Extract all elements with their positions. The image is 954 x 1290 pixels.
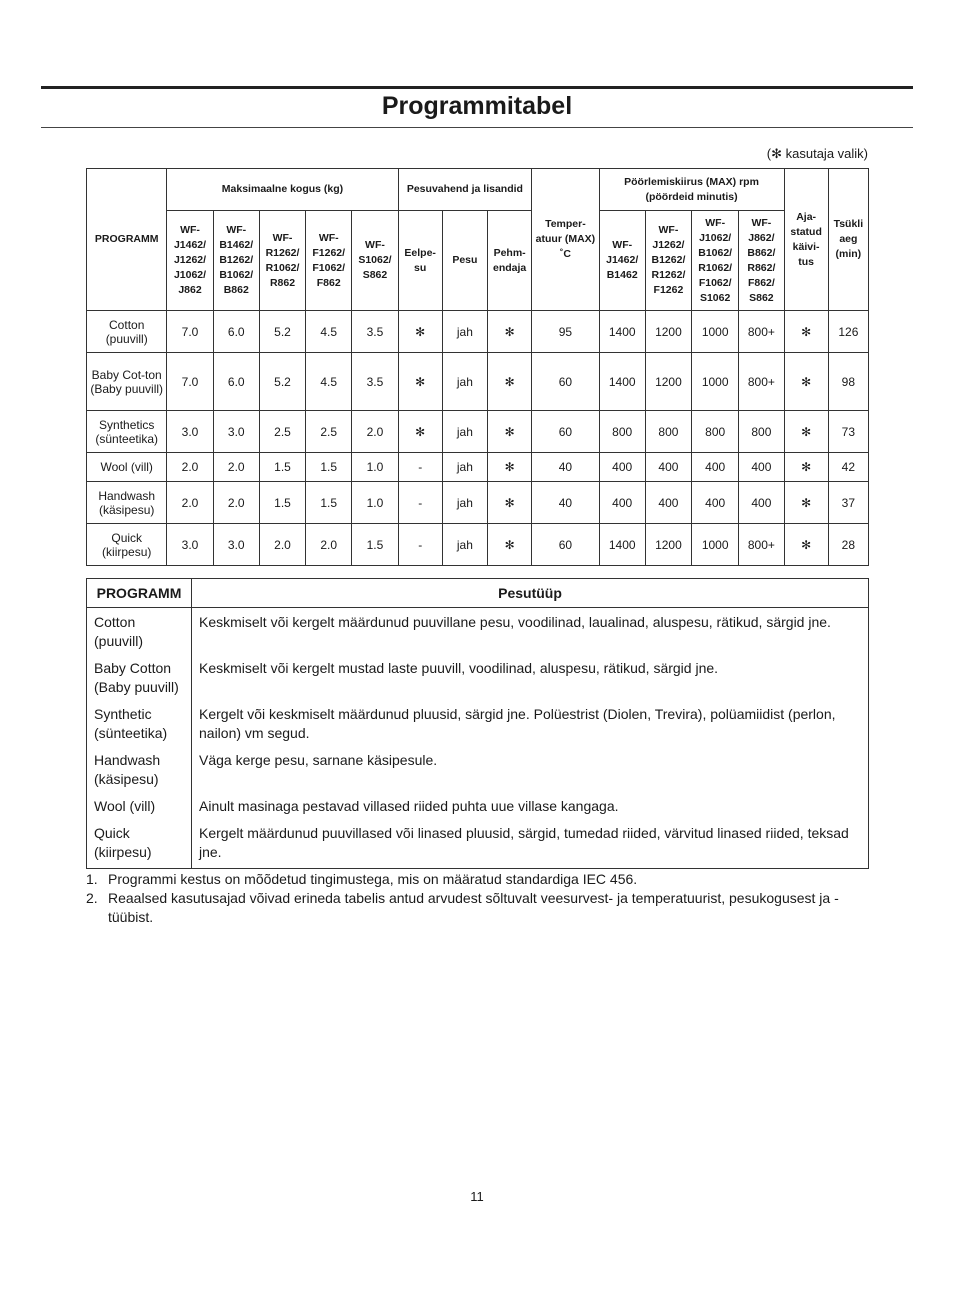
value-cell: 800: [739, 411, 784, 453]
program-name-cell: Wool (vill): [87, 453, 167, 482]
table-row: [87, 657, 869, 703]
value-cell: 1000: [692, 524, 739, 566]
table-row: [87, 353, 869, 411]
value-cell: ✻: [784, 353, 828, 411]
header-load-model: WF-F1262/ F1062/ F862: [306, 211, 352, 311]
value-cell: 37: [828, 482, 868, 524]
value-cell: -: [398, 482, 442, 524]
table-row: [87, 524, 869, 566]
value-cell: ✻: [398, 311, 442, 353]
program-name-cell: Baby Cot-ton (Baby puuvill): [87, 353, 167, 411]
value-cell: jah: [442, 453, 487, 482]
wash-type-table: [86, 578, 869, 869]
value-cell: 1.5: [259, 482, 305, 524]
value-cell: 1.5: [259, 453, 305, 482]
page-title: Programmitabel: [381, 92, 573, 120]
header-spin-model: WF-J1262/ B1262/ R1262/ F1262: [645, 211, 691, 311]
header-spin-model: WF-J1462/ B1462: [599, 211, 645, 311]
value-cell: 98: [828, 353, 868, 411]
program-name-cell: Handwash (käsipesu): [87, 482, 167, 524]
value-cell: ✻: [398, 353, 442, 411]
value-cell: 40: [532, 453, 599, 482]
wash-description-cell: Keskmiselt või kergelt määrdunud puuvillane pesu, voodilinad, laualinad, aluspesu, rätikud, särgid jne.: [192, 608, 869, 658]
value-cell: ✻: [488, 482, 532, 524]
value-cell: 800: [692, 411, 739, 453]
value-cell: ✻: [784, 524, 828, 566]
wash-description-cell: Kergelt või keskmiselt määrdunud pluusid, särgid jne. Polüestrist (Diolen, Trevira), polüamiidist (perlon, nailon) vm segud.: [192, 703, 869, 749]
wash-description-cell: Keskmiselt või kergelt mustad laste puuvill, voodilinad, aluspesu, rätikud, särgid jne.: [192, 657, 869, 703]
program-name-cell: Quick (kiirpesu): [87, 524, 167, 566]
footnotes: [86, 870, 876, 927]
program-name-cell: Handwash (käsipesu): [87, 749, 192, 795]
value-cell: 400: [739, 453, 784, 482]
value-cell: 1200: [645, 311, 691, 353]
header-detergent: Pesuvahend ja lisandid: [398, 169, 532, 211]
value-cell: ✻: [488, 353, 532, 411]
table-row: [87, 822, 869, 869]
table-row: [87, 795, 869, 822]
table-row: [87, 749, 869, 795]
value-cell: ✻: [784, 453, 828, 482]
value-cell: 1.0: [352, 453, 398, 482]
value-cell: 1.0: [352, 482, 398, 524]
program-name-cell: Synthetic (sünteetika): [87, 703, 192, 749]
value-cell: ✻: [784, 411, 828, 453]
header-load-model: WF-J1462/ J1262/ J1062/ J862: [167, 211, 213, 311]
value-cell: 800: [645, 411, 691, 453]
value-cell: 7.0: [167, 353, 213, 411]
value-cell: ✻: [488, 453, 532, 482]
header-spin-model: WF-J1062/ B1062/ R1062/ F1062/ S1062: [692, 211, 739, 311]
value-cell: 800: [599, 411, 645, 453]
value-cell: 2.0: [259, 524, 305, 566]
value-cell: 400: [645, 482, 691, 524]
value-cell: 1200: [645, 353, 691, 411]
footnote-text: Reaalsed kasutusajad võivad erineda tabelis antud arvudest sõltuvalt veesurvest- ja temperatuurist, pesukogusest ja -tüübist.: [108, 890, 839, 925]
wash-description-cell: Väga kerge pesu, sarnane käsipesule.: [192, 749, 869, 795]
value-cell: 800+: [739, 524, 784, 566]
header-load-model: WF-B1462/ B1262/ B1062/ B862: [213, 211, 259, 311]
value-cell: 2.0: [167, 482, 213, 524]
footnote-text: Programmi kestus on mõõdetud tingimustega, mis on määratud standardiga IEC 456.: [108, 871, 638, 887]
page-number: 11: [470, 1189, 484, 1204]
value-cell: 126: [828, 311, 868, 353]
program-name-cell: Cotton (puuvill): [87, 608, 192, 658]
program-table: [86, 168, 869, 566]
value-cell: 95: [532, 311, 599, 353]
legend-note: (✻ kasutaja valik): [766, 146, 868, 161]
value-cell: 2.0: [167, 453, 213, 482]
header-program: PROGRAMM: [87, 169, 167, 311]
value-cell: 800+: [739, 311, 784, 353]
value-cell: 3.0: [213, 411, 259, 453]
value-cell: 400: [692, 453, 739, 482]
value-cell: 2.0: [352, 411, 398, 453]
value-cell: 400: [692, 482, 739, 524]
value-cell: ✻: [488, 311, 532, 353]
value-cell: 3.0: [167, 411, 213, 453]
value-cell: jah: [442, 524, 487, 566]
value-cell: 3.5: [352, 353, 398, 411]
value-cell: ✻: [784, 311, 828, 353]
value-cell: 6.0: [213, 311, 259, 353]
value-cell: 3.0: [213, 524, 259, 566]
value-cell: 2.5: [259, 411, 305, 453]
table-row: [87, 453, 869, 482]
value-cell: -: [398, 453, 442, 482]
program-name-cell: Wool (vill): [87, 795, 192, 822]
value-cell: 1000: [692, 311, 739, 353]
value-cell: ✻: [784, 482, 828, 524]
title-rule: [41, 127, 913, 128]
value-cell: 7.0: [167, 311, 213, 353]
value-cell: 5.2: [259, 311, 305, 353]
value-cell: 1200: [645, 524, 691, 566]
header-cycle-time: Tsükli aeg (min): [828, 169, 868, 311]
value-cell: 60: [532, 524, 599, 566]
header-load-model: WF-S1062/ S862: [352, 211, 398, 311]
value-cell: 28: [828, 524, 868, 566]
value-cell: 40: [532, 482, 599, 524]
value-cell: 60: [532, 411, 599, 453]
value-cell: 5.2: [259, 353, 305, 411]
value-cell: 2.0: [213, 482, 259, 524]
value-cell: 2.0: [306, 524, 352, 566]
value-cell: 400: [599, 482, 645, 524]
header-spin-model: WF-J862/ B862/ R862/ F862/ S862: [739, 211, 784, 311]
table-row: [87, 311, 869, 353]
table-row: [87, 482, 869, 524]
value-cell: 73: [828, 411, 868, 453]
program-name-cell: Baby Cotton (Baby puuvill): [87, 657, 192, 703]
program-name-cell: Synthetics (sünteetika): [87, 411, 167, 453]
value-cell: 3.0: [167, 524, 213, 566]
header-load-model: WF-R1262/ R1062/ R862: [259, 211, 305, 311]
header-spin-speed: Pöörlemiskiirus (MAX) rpm (pöördeid minutis): [599, 169, 784, 211]
value-cell: 1.5: [306, 453, 352, 482]
value-cell: jah: [442, 411, 487, 453]
table-row: [87, 703, 869, 749]
top-rule: [41, 86, 913, 89]
value-cell: ✻: [398, 411, 442, 453]
value-cell: -: [398, 524, 442, 566]
value-cell: 400: [739, 482, 784, 524]
value-cell: 1400: [599, 524, 645, 566]
footnote-item: [86, 870, 876, 889]
value-cell: 400: [599, 453, 645, 482]
value-cell: jah: [442, 353, 487, 411]
table-row: [87, 608, 869, 658]
value-cell: 42: [828, 453, 868, 482]
value-cell: 3.5: [352, 311, 398, 353]
value-cell: ✻: [488, 524, 532, 566]
header-detergent-col: Eelpe-su: [398, 211, 442, 311]
header-program: PROGRAMM: [87, 579, 192, 608]
header-delay-start: Aja-statud käivi-tus: [784, 169, 828, 311]
value-cell: jah: [442, 482, 487, 524]
program-name-cell: Quick (kiirpesu): [87, 822, 192, 869]
value-cell: 800+: [739, 353, 784, 411]
wash-description-cell: Kergelt määrdunud puuvillased või linased pluusid, särgid, tumedad riided, värvitud linased riided, teksad jne.: [192, 822, 869, 869]
footnote-item: [86, 889, 876, 927]
value-cell: jah: [442, 311, 487, 353]
table-row: [87, 411, 869, 453]
value-cell: 1.5: [352, 524, 398, 566]
header-detergent-col: Pesu: [442, 211, 487, 311]
value-cell: 4.5: [306, 311, 352, 353]
footnote-number: 1.: [86, 871, 98, 887]
value-cell: 1400: [599, 353, 645, 411]
value-cell: ✻: [488, 411, 532, 453]
program-name-cell: Cotton (puuvill): [87, 311, 167, 353]
footnote-number: 2.: [86, 890, 98, 906]
header-detergent-col: Pehm-endaja: [488, 211, 532, 311]
wash-description-cell: Ainult masinaga pestavad villased riided puhta uue villase kangaga.: [192, 795, 869, 822]
value-cell: 6.0: [213, 353, 259, 411]
header-temperature: Temper-atuur (MAX) ˚C: [532, 169, 599, 311]
value-cell: 1400: [599, 311, 645, 353]
header-wash-type: Pesutüüp: [192, 579, 869, 608]
value-cell: 60: [532, 353, 599, 411]
value-cell: 1.5: [306, 482, 352, 524]
value-cell: 2.5: [306, 411, 352, 453]
value-cell: 2.0: [213, 453, 259, 482]
value-cell: 400: [645, 453, 691, 482]
header-max-load: Maksimaalne kogus (kg): [167, 169, 398, 211]
value-cell: 1000: [692, 353, 739, 411]
value-cell: 4.5: [306, 353, 352, 411]
